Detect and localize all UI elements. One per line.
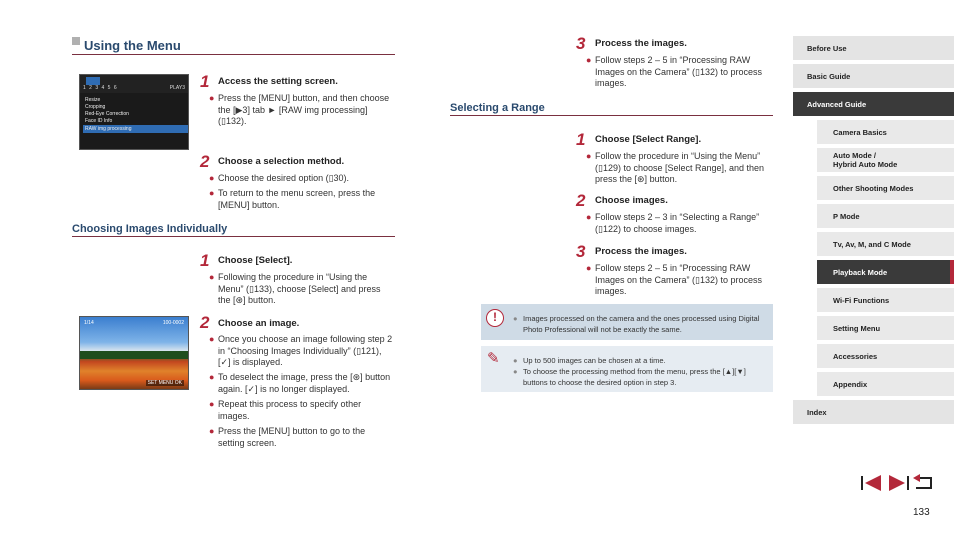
menu-tab-name: PLAY3 [169, 85, 185, 91]
step-bullet: ● Following the procedure in “Using the Menu” (▯133), choose [Select] and press the [⊛] button. [209, 272, 381, 305]
playback-photo-screenshot [79, 316, 189, 390]
step-title: Choose [Select Range]. [595, 134, 702, 145]
step-bullet: ● To deselect the image, press the [⊛] button again. [✓] is no longer displayed. [209, 372, 391, 394]
step-bullet: ● Repeat this process to specify other images. [209, 399, 362, 421]
step-number: 1 [200, 72, 210, 91]
menu-tab-numbers: 1 2 3 4 5 6 [83, 85, 118, 91]
play-tab-icon [86, 77, 100, 85]
step-bullet: ● Once you choose an image following step 2 in “Choosing Images Individually” (▯121), [✓] is displayed. [209, 334, 393, 367]
section-divider [72, 54, 395, 55]
step-number: 2 [200, 152, 210, 171]
next-page-button[interactable] [886, 473, 910, 493]
nav-index[interactable]: Index [793, 400, 954, 425]
return-icon [912, 474, 934, 492]
caution-box [481, 304, 773, 340]
step-bullet: ● To return to the menu screen, press the [MENU] button. [209, 188, 376, 210]
step-number: 2 [200, 313, 210, 332]
page-number: 133 [913, 507, 930, 518]
nav-tv-av-m-c-mode[interactable]: Tv, Av, M, and C Mode [817, 232, 954, 257]
menu-item: Resize [85, 97, 101, 103]
nav-setting-menu[interactable]: Setting Menu [817, 316, 954, 341]
nav-playback-mode[interactable]: Playback Mode [817, 260, 954, 285]
subsection-divider [450, 115, 773, 116]
menu-item: Cropping [85, 104, 106, 110]
book-icon: ▯ [695, 66, 700, 77]
caution-icon: ! [486, 309, 504, 327]
step-title: Access the setting screen. [218, 76, 338, 87]
step-number: 2 [576, 191, 586, 210]
book-icon: ▯ [221, 116, 226, 126]
note-bullet: ● To choose the processing method from the menu, press the [▲][▼] buttons to choose the desired option in step 3. [513, 367, 746, 387]
nav-other-shooting-modes[interactable]: Other Shooting Modes [817, 176, 954, 201]
note-bullet: ● Up to 500 images can be chosen at a time. [513, 356, 666, 365]
nav-auto-mode[interactable]: Auto Mode / Hybrid Auto Mode [817, 148, 954, 173]
menu-item: Face ID Info [85, 118, 113, 124]
book-icon: ▯ [356, 345, 362, 356]
step-number: 1 [576, 130, 586, 149]
nav-accessories[interactable]: Accessories [817, 344, 954, 369]
subsection-divider [72, 236, 395, 237]
step-bullet: ● Press the [MENU] button to go to the setting screen. [209, 426, 366, 448]
caution-text: ● Images processed on the camera and the ones processed using Digital Photo Professional will not be exactly the same. [513, 314, 760, 334]
nav-basic-guide[interactable]: Basic Guide [793, 64, 954, 89]
previous-page-button[interactable] [860, 473, 884, 493]
step-bullet: ● Choose the desired option (▯30). [209, 173, 350, 183]
step-title: Choose [Select]. [218, 255, 293, 266]
menu-item: Red-Eye Correction [85, 111, 129, 117]
step-title: Choose images. [595, 195, 668, 206]
file-number: 100-0002 [162, 320, 184, 326]
section-marker [72, 37, 80, 45]
camera-menu-screenshot [79, 74, 189, 150]
step-bullet: ● Follow steps 2 – 5 in “Processing RAW Images on the Camera” (▯132) to process images. [586, 263, 763, 296]
nav-advanced-guide[interactable]: Advanced Guide [793, 92, 954, 117]
step-bullet: ● Press the [MENU] button, and then choose the [▶3] tab ► [RAW img processing] (▯132). [209, 93, 390, 126]
book-icon: ▯ [598, 162, 603, 173]
arrow-left-icon [861, 474, 883, 492]
book-icon: ▯ [598, 223, 603, 234]
section-title: Using the Menu [84, 38, 181, 53]
step-title: Process the images. [595, 38, 687, 49]
book-icon: ▯ [328, 173, 334, 183]
step-bullet: ● Follow the procedure in “Using the Menu” (▯129) to choose [Select Range], and then press the [⊛] button. [586, 151, 765, 184]
step-title: Choose a selection method. [218, 156, 345, 167]
step-number: 1 [200, 251, 210, 270]
nav-wifi-functions[interactable]: Wi-Fi Functions [817, 288, 954, 313]
step-bullet: ● Follow steps 2 – 3 in “Selecting a Range” (▯122) to choose images. [586, 212, 760, 234]
step-title: Choose an image. [218, 318, 300, 329]
subsection-title: Choosing Images Individually [72, 223, 228, 235]
pencil-icon: ✎ [487, 350, 500, 367]
image-counter: 1/14 [84, 320, 94, 326]
book-icon: ▯ [695, 274, 700, 285]
nav-camera-basics[interactable]: Camera Basics [817, 120, 954, 145]
arrow-right-icon [887, 474, 909, 492]
nav-appendix[interactable]: Appendix [817, 372, 954, 397]
step-bullet: ● Follow steps 2 – 5 in “Processing RAW Images on the Camera” (▯132) to process images. [586, 55, 763, 88]
note-box [481, 346, 773, 392]
step-number: 3 [576, 34, 586, 53]
nav-before-use[interactable]: Before Use [793, 36, 954, 61]
menu-item: RAW img processing [85, 126, 132, 132]
nav-p-mode[interactable]: P Mode [817, 204, 954, 229]
step-title: Process the images. [595, 246, 687, 257]
button-hints: SET MENU OK [147, 380, 182, 386]
subsection-title: Selecting a Range [450, 102, 545, 114]
return-button[interactable] [911, 473, 935, 493]
step-number: 3 [576, 242, 586, 261]
book-icon: ▯ [249, 283, 254, 294]
